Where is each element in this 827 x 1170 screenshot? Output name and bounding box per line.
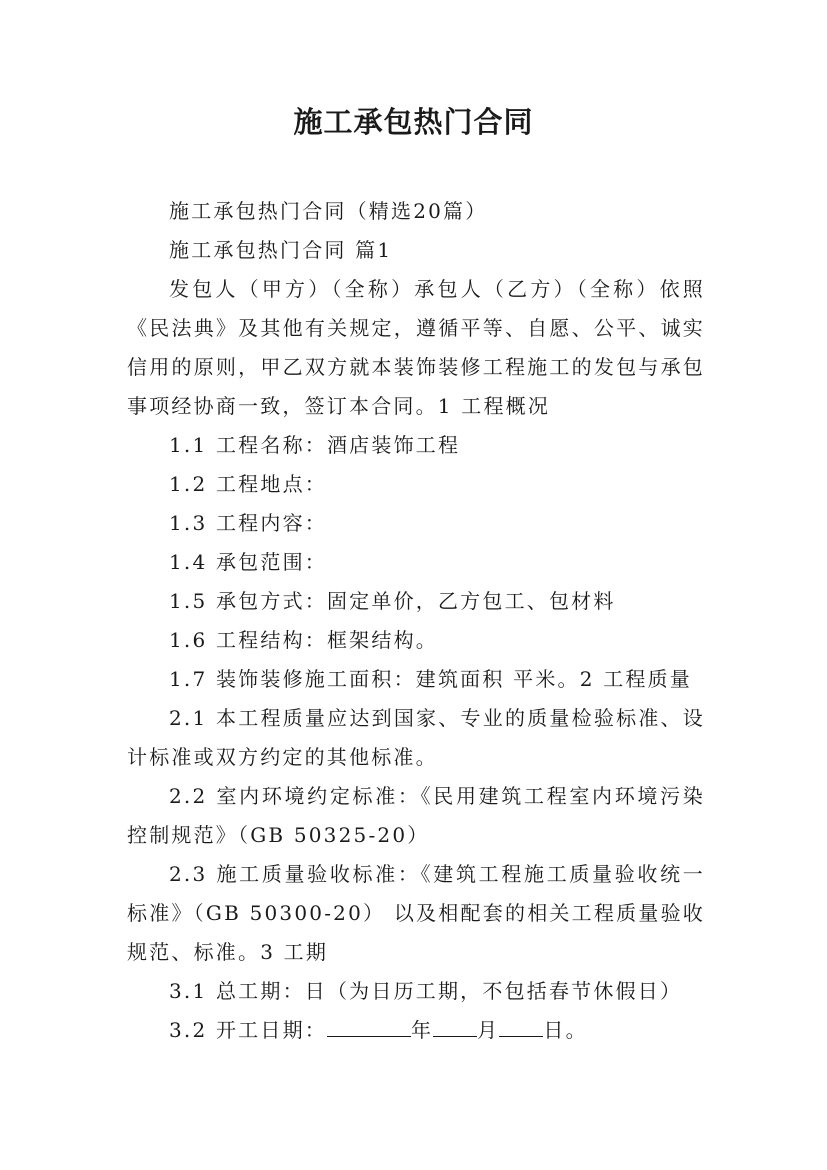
clause-1-7: 1.7 装饰装修施工面积：建筑面积 平米。2 工程质量 (169, 667, 693, 691)
day-unit: 日。 (543, 1018, 588, 1042)
document-title: 施工承包热门合同 (293, 105, 534, 139)
clause-1-6: 1.6 工程结构：框架结构。 (169, 628, 438, 652)
year-unit: 年 (410, 1018, 434, 1042)
paragraph-preamble: 发包人（甲方）（全称）承包人（乙方）（全称）依照《民法典》及其他有关规定，遵循平等、自愿、公平、诚实信用的原则，甲乙双方就本装饰装修工程施工的发包与承包事项经协商一致，签订本合同。1 工程概况 (127, 277, 705, 418)
paragraph-section-heading: 施工承包热门合同 篇1 (169, 238, 393, 262)
clause-3-1: 3.1 总工期：日（为日历工期，不包括春节休假日） (169, 979, 683, 1003)
month-unit: 月 (477, 1018, 500, 1042)
start-year-blank (327, 1014, 411, 1037)
document-body (127, 192, 705, 1050)
clause-1-2: 1.2 工程地点： (169, 472, 327, 496)
start-month-blank (433, 1014, 477, 1037)
clause-1-5: 1.5 承包方式：固定单价，乙方包工、包材料 (169, 589, 616, 613)
clause-2-3: 2.3 施工质量验收标准：《建筑工程施工质量验收统一标准》（GB 50300-20） 以及相配套的相关工程质量验收规范、标准。3 工期 (127, 862, 705, 964)
clause-3-2 (127, 1011, 705, 1050)
start-date-label: 3.2 开工日期： (169, 1018, 327, 1042)
clause-1-1: 1.1 工程名称：酒店装饰工程 (169, 433, 461, 457)
clause-2-2: 2.2 室内环境约定标准：《民用建筑工程室内环境污染控制规范》（GB 50325-20） (127, 784, 705, 847)
start-day-blank (499, 1014, 543, 1037)
clause-2-1: 2.1 本工程质量应达到国家、专业的质量检验标准、设计标准或双方约定的其他标准。 (127, 706, 705, 769)
clause-1-4: 1.4 承包范围： (169, 550, 327, 574)
clause-1-3: 1.3 工程内容： (169, 511, 327, 535)
paragraph-contract-subtitle: 施工承包热门合同（精选20篇） (169, 199, 488, 223)
